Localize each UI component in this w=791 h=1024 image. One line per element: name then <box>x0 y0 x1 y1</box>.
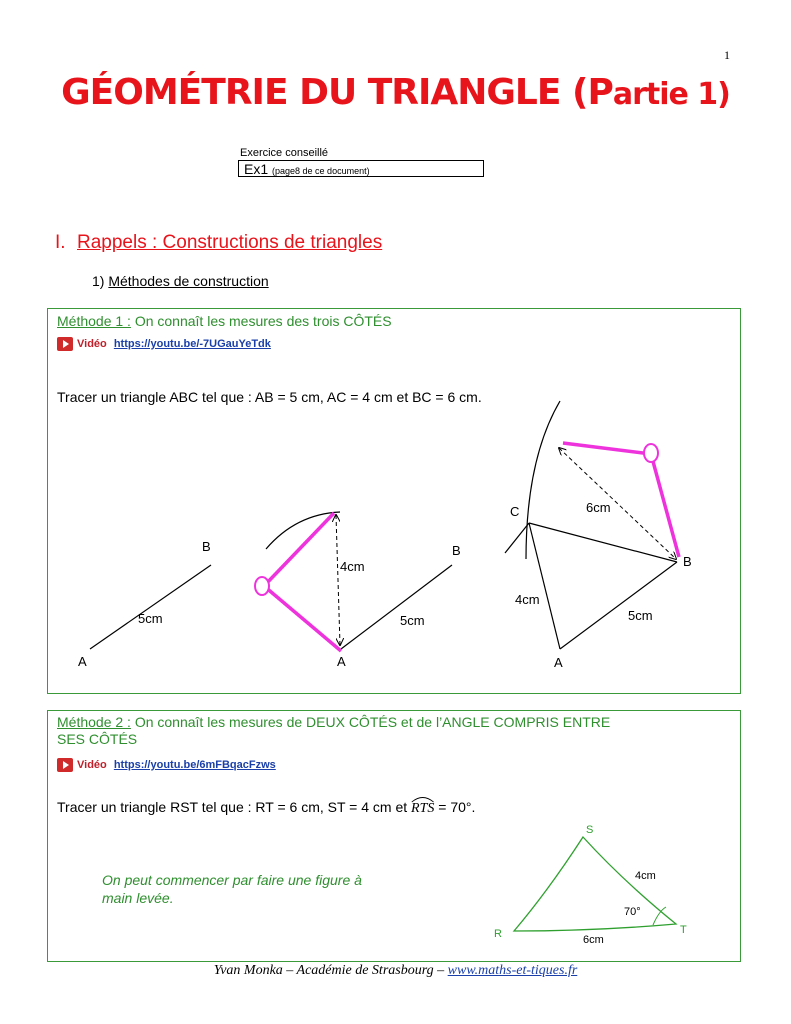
compass-leg2-step2 <box>264 513 334 586</box>
compass-leg1-step3 <box>563 443 651 454</box>
compass-hinge-step3 <box>644 444 658 462</box>
exercise-detail: (page8 de ce document) <box>272 166 370 176</box>
arc-step3 <box>526 401 560 559</box>
label-ac-step2: 4cm <box>340 559 365 574</box>
method2-video: Vidéo https://youtu.be/6mFBqacFzws <box>57 758 276 772</box>
exercise-name: Ex1 <box>244 161 269 177</box>
dashed-ac-step2 <box>336 515 340 645</box>
dashed-bc-step3 <box>559 448 676 559</box>
label-ab-step1: 5cm <box>138 611 163 626</box>
subsection-heading: 1) Méthodes de construction <box>92 273 269 289</box>
label-b-step3: B <box>683 554 692 569</box>
label-rt: 6cm <box>583 934 604 946</box>
segment-ab-step3 <box>560 562 677 649</box>
segment-cb-step3 <box>529 523 677 562</box>
label-a-step1: A <box>78 654 87 669</box>
footer-link[interactable]: www.maths-et-tiques.fr <box>447 963 578 978</box>
segment-ab-step1 <box>90 565 211 649</box>
method2-title: Méthode 2 : On connaît les mesures de DEUX CÔTÉS et de l’ANGLE COMPRIS ENTRE SES CÔTÉS <box>57 714 611 747</box>
exercise-box <box>238 160 484 177</box>
method1-video-link[interactable]: https://youtu.be/-7UGauYeTdk <box>113 337 271 350</box>
compass-leg2-step3 <box>651 454 679 557</box>
label-b-step2: B <box>452 543 461 558</box>
method2-video-link[interactable]: https://youtu.be/6mFBqacFzws <box>113 758 276 771</box>
label-r: R <box>494 928 502 940</box>
label-c-step3: C <box>510 504 520 519</box>
label-a-step3: A <box>554 655 563 670</box>
label-s: S <box>586 824 594 836</box>
method1-box <box>47 308 741 694</box>
compass-hinge-step2 <box>255 577 269 595</box>
label-ab-step2: 5cm <box>400 613 425 628</box>
page-number: 1 <box>724 48 730 62</box>
label-angle: 70° <box>624 906 641 918</box>
method2-figure <box>48 711 740 961</box>
triangle-rst <box>514 837 676 931</box>
method1-instruction: Tracer un triangle ABC tel que : AB = 5 cm, AC = 4 cm et BC = 6 cm. <box>57 389 482 405</box>
page-title: GÉOMÉTRIE DU TRIANGLE (Partie 1) <box>61 72 730 113</box>
compass-leg1-step2 <box>264 586 341 651</box>
label-st: 4cm <box>635 870 656 882</box>
label-ac-step3: 4cm <box>515 592 540 607</box>
label-b-step1: B <box>202 539 211 554</box>
method1-video: Vidéo https://youtu.be/-7UGauYeTdk <box>57 337 271 351</box>
label-t: T <box>680 924 687 936</box>
section-heading: I. Rappels : Constructions de triangles <box>55 232 383 253</box>
method2-hint: On peut commencer par faire une figure à main levée. <box>102 872 362 906</box>
label-a-step2: A <box>337 654 346 669</box>
exercise-label: Exercice conseillé <box>240 147 329 159</box>
method1-figure <box>48 309 740 693</box>
label-ab-step3: 5cm <box>628 608 653 623</box>
segment-ab-step2 <box>341 565 452 649</box>
angle-rts: RTS <box>411 801 434 817</box>
footer: Yvan Monka – Académie de Strasbourg – www.maths-et-tiques.fr <box>213 963 578 978</box>
label-bc-step3: 6cm <box>586 500 611 515</box>
tick-c-step3 <box>505 523 529 553</box>
method2-box <box>47 710 741 962</box>
method1-title: Méthode 1 : On connaît les mesures des trois CÔTÉS <box>57 313 392 329</box>
segment-ac-step3 <box>529 523 560 649</box>
method2-instruction: Tracer un triangle RST tel que : RT = 6 cm, ST = 4 cm et RTS = 70°. <box>57 799 475 817</box>
